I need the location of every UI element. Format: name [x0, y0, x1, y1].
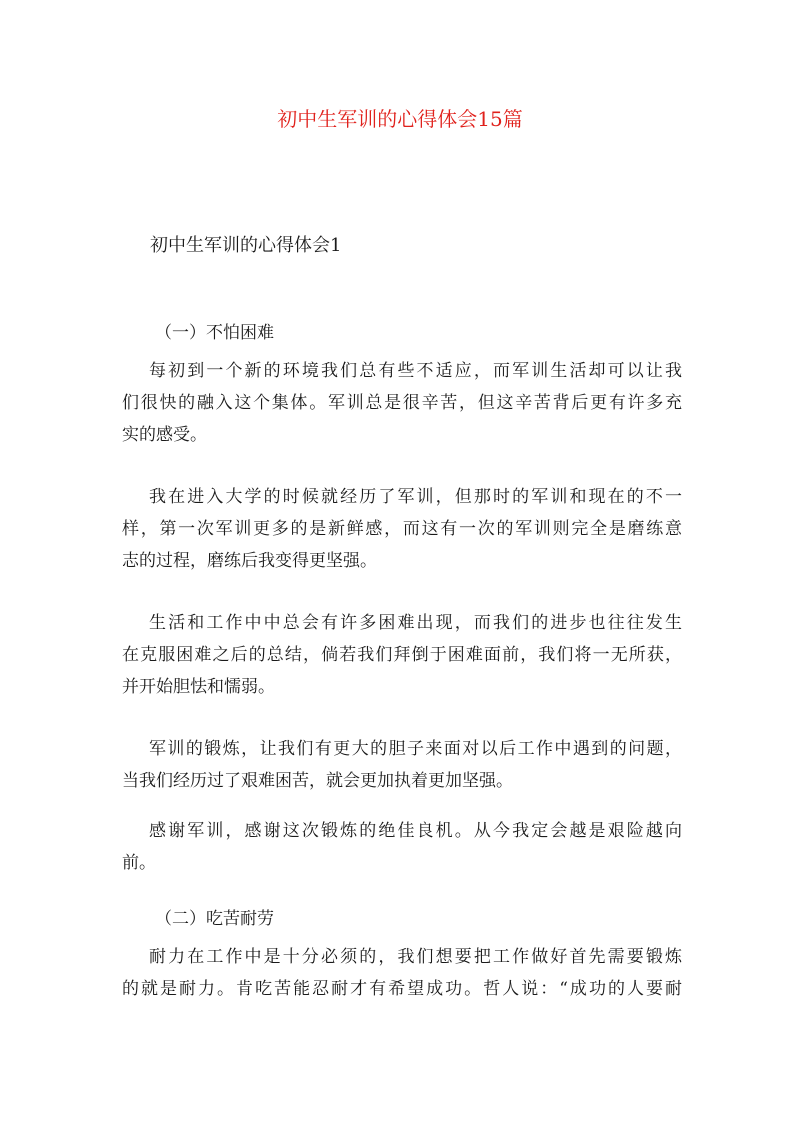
- paragraph-line: 样，第一次军训更多的是新鲜感，而这有一次的军训则完全是磨练意: [122, 519, 682, 539]
- article-heading: 初中生军训的心得体会1: [150, 235, 342, 256]
- paragraph-line: 感谢军训，感谢这次锻炼的绝佳良机。从今我定会越是艰险越向: [149, 821, 682, 841]
- paragraph-line: 我在进入大学的时候就经历了军训，但那时的军训和现在的不一: [149, 487, 682, 507]
- paragraph: [122, 607, 682, 703]
- paragraph-line: 每初到一个新的环境我们总有些不适应，而军训生活却可以让我: [149, 361, 682, 381]
- paragraph-line: 当我们经历过了艰难困苦，就会更加执着更加坚强。: [122, 771, 513, 791]
- paragraph-line: 的就是耐力。肯吃苦能忍耐才有希望成功。哲人说：“成功的人要耐: [122, 979, 682, 999]
- paragraph-line: 实的感受。: [122, 425, 207, 445]
- paragraph-line: 志的过程，磨练后我变得更坚强。: [122, 551, 377, 571]
- paragraph-line: 在克服困难之后的总结，倘若我们拜倒于困难面前，我们将一无所获，: [122, 645, 682, 665]
- section-heading-2: （二）吃苦耐劳: [155, 909, 274, 929]
- paragraph: [122, 941, 682, 1005]
- paragraph-line: 并开始胆怯和懦弱。: [122, 677, 275, 697]
- document-title: 初中生军训的心得体会15篇: [277, 107, 523, 131]
- paragraph-line: 们很快的融入这个集体。军训总是很辛苦，但这辛苦背后更有许多充: [122, 393, 682, 413]
- paragraph: [122, 355, 682, 451]
- paragraph-line: 前。: [122, 853, 156, 873]
- paragraph-line: 军训的锻炼，让我们有更大的胆子来面对以后工作中遇到的问题，: [149, 739, 682, 759]
- section-heading-1: （一）不怕困难: [155, 323, 274, 343]
- paragraph-line: 耐力在工作中是十分必须的，我们想要把工作做好首先需要锻炼: [149, 947, 682, 967]
- paragraph-line: 生活和工作中中总会有许多困难出现，而我们的进步也往往发生: [149, 613, 682, 633]
- paragraph: [122, 815, 682, 879]
- paragraph: [122, 481, 682, 577]
- paragraph: [122, 733, 682, 797]
